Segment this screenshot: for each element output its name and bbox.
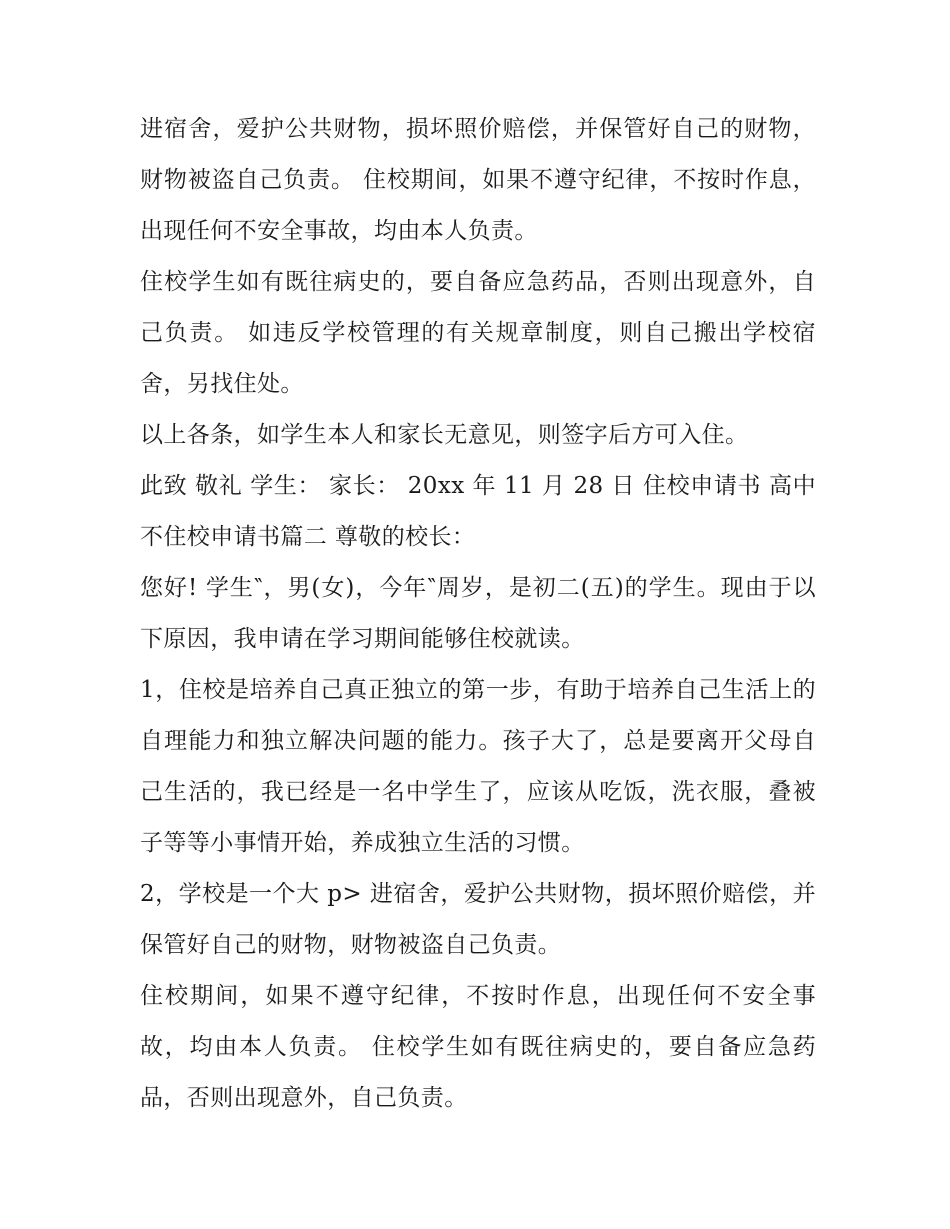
paragraph-3: 以上各条，如学生本人和家长无意见，则签字后方可入住。: [140, 422, 749, 448]
paragraph-1: 进宿舍，爱护公共财物，损坏照价赔偿，并保管好自己的财物，财物被盗自己负责。 住校期间，如果不遵守纪律，不按时作息，出现任何不安全事故，均由本人负责。: [140, 116, 816, 244]
paragraph-7: 2，学校是一个大 p> 进宿舍，爱护公共财物，损坏照价赔偿，并保管好自己的财物，财物被盗自己负责。: [140, 881, 816, 958]
paragraph-2: 住校学生如有既往病史的，要自备应急药品，否则出现意外，自己负责。 如违反学校管理的有关规章制度，则自己搬出学校宿舍，另找住处。: [140, 269, 816, 397]
paragraph-5: 您好! 学生‶，男(女)，今年‶周岁，是初二(五)的学生。现由于以下原因，我申请在学习期间能够住校就读。: [140, 575, 816, 652]
paragraph-4: 此致 敬礼 学生： 家长： 20xx 年 11 月 28 日 住校申请书 高中不住校申请书篇二 尊敬的校长：: [140, 473, 816, 550]
paragraph-8: 住校期间，如果不遵守纪律，不按时作息，出现任何不安全事故，均由本人负责。 住校学生如有既往病史的，要自备应急药品，否则出现意外，自己负责。: [140, 983, 816, 1111]
document-body: [140, 104, 816, 1124]
paragraph-6: 1，住校是培养自己真正独立的第一步，有助于培养自己生活上的自理能力和独立解决问题的能力。孩子大了，总是要离开父母自己生活的，我已经是一名中学生了，应该从吃饭，洗衣服，叠被子等等小事情开始，养成独立生活的习惯。: [140, 677, 816, 856]
